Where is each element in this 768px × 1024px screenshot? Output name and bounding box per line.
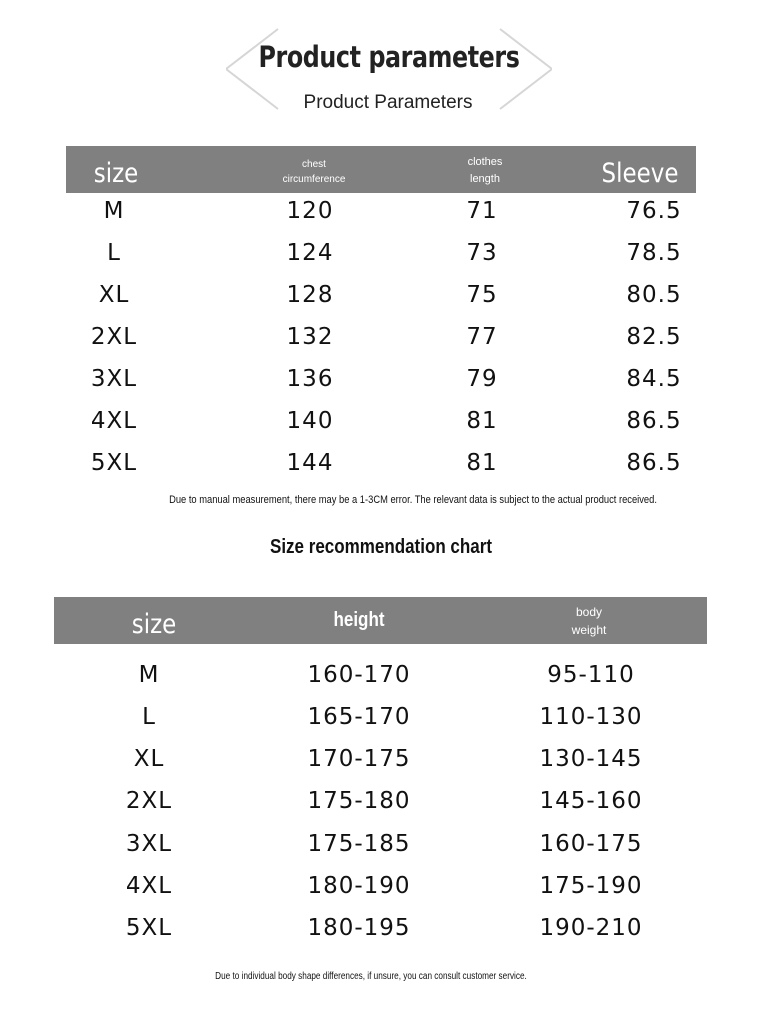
cell-height: 175-185 xyxy=(307,831,411,857)
cell-sleeve: 86.5 xyxy=(626,450,682,476)
page-title: Product parameters xyxy=(258,40,520,74)
cell-height: 165-170 xyxy=(307,704,411,730)
header-chest xyxy=(264,157,364,187)
cell-weight: 95-110 xyxy=(547,662,635,688)
table-row xyxy=(0,831,768,873)
cell-chest: 144 xyxy=(286,450,334,476)
table-row xyxy=(0,788,768,830)
cell-height: 170-175 xyxy=(307,746,411,772)
table-row xyxy=(0,282,768,324)
header-chest-line2: circumference xyxy=(282,174,346,185)
table-row xyxy=(0,873,768,915)
cell-weight: 190-210 xyxy=(539,915,643,941)
cell-size: 4XL xyxy=(90,408,138,434)
cell-height: 180-195 xyxy=(307,915,411,941)
cell-height: 160-170 xyxy=(307,662,411,688)
cell-weight: 160-175 xyxy=(539,831,643,857)
cell-length: 79 xyxy=(466,366,498,392)
cell-height: 175-180 xyxy=(307,788,411,814)
table-row xyxy=(0,366,768,408)
cell-weight: 110-130 xyxy=(539,704,643,730)
cell-length: 71 xyxy=(466,198,498,224)
cell-size: M xyxy=(138,662,160,688)
table-row xyxy=(0,198,768,240)
cell-chest: 124 xyxy=(286,240,334,266)
header-length xyxy=(450,154,520,188)
table-row xyxy=(0,704,768,746)
cell-sleeve: 78.5 xyxy=(626,240,682,266)
header-weight-line2: weight xyxy=(571,623,607,637)
cell-size: L xyxy=(142,704,156,730)
table-row xyxy=(0,915,768,957)
measurement-note: Due to manual measurement, there may be a 1-3CM error. The relevant data is subject to the actual product received. xyxy=(169,494,657,506)
table-row xyxy=(0,324,768,366)
cell-size: 2XL xyxy=(90,324,138,350)
cell-size: M xyxy=(103,198,125,224)
header-weight xyxy=(549,603,629,639)
cell-size: 5XL xyxy=(90,450,138,476)
cell-chest: 136 xyxy=(286,366,334,392)
cell-size: 4XL xyxy=(125,873,173,899)
cell-length: 73 xyxy=(466,240,498,266)
page-subtitle: Product Parameters xyxy=(303,92,473,113)
product-table-header xyxy=(66,146,696,193)
cell-size: 5XL xyxy=(125,915,173,941)
header-length-line2: length xyxy=(470,173,500,185)
recommendation-table-header xyxy=(54,597,707,644)
recommendation-title: Size recommendation chart xyxy=(269,536,493,558)
cell-weight: 175-190 xyxy=(539,873,643,899)
header-weight-line1: body xyxy=(575,605,603,619)
header-size: size xyxy=(93,158,139,189)
cell-length: 81 xyxy=(466,450,498,476)
cell-weight: 130-145 xyxy=(539,746,643,772)
cell-size: 2XL xyxy=(125,788,173,814)
cell-chest: 132 xyxy=(286,324,334,350)
cell-size: L xyxy=(107,240,121,266)
cell-length: 75 xyxy=(466,282,498,308)
cell-size: 3XL xyxy=(125,831,173,857)
table-row xyxy=(0,408,768,450)
header-sleeve: Sleeve xyxy=(601,158,679,189)
cell-sleeve: 76.5 xyxy=(626,198,682,224)
header-length-line1: clothes xyxy=(467,156,503,168)
table-row xyxy=(0,450,768,492)
cell-sleeve: 82.5 xyxy=(626,324,682,350)
table-row xyxy=(0,240,768,282)
cell-weight: 145-160 xyxy=(539,788,643,814)
header-chest-line1: chest xyxy=(302,159,326,170)
header-height: height xyxy=(333,609,385,631)
cell-length: 77 xyxy=(466,324,498,350)
cell-size: XL xyxy=(98,282,130,308)
cell-size: XL xyxy=(133,746,165,772)
cell-length: 81 xyxy=(466,408,498,434)
cell-chest: 140 xyxy=(286,408,334,434)
cell-height: 180-190 xyxy=(307,873,411,899)
table-row xyxy=(0,662,768,704)
cell-size: 3XL xyxy=(90,366,138,392)
cell-sleeve: 86.5 xyxy=(626,408,682,434)
cell-sleeve: 84.5 xyxy=(626,366,682,392)
cell-chest: 128 xyxy=(286,282,334,308)
header-size: size xyxy=(131,609,177,640)
cell-chest: 120 xyxy=(286,198,334,224)
table-row xyxy=(0,746,768,788)
service-note: Due to individual body shape differences, if unsure, you can consult customer service. xyxy=(215,971,527,982)
cell-sleeve: 80.5 xyxy=(626,282,682,308)
